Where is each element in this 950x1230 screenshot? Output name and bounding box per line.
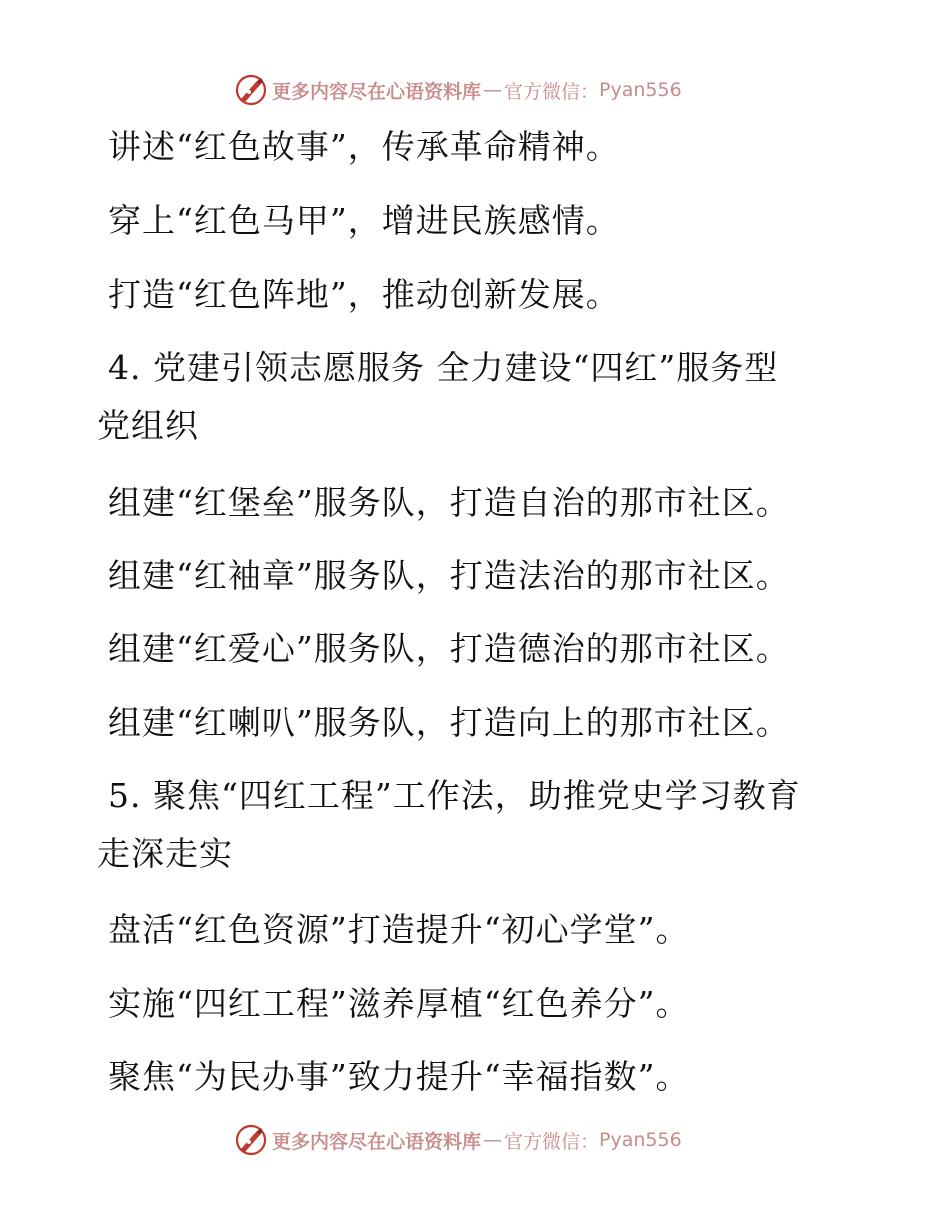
section-heading-cont: 党组织 — [97, 406, 199, 445]
text-line: 组建“红喇叭”服务队，打造向上的那市社区。 — [108, 703, 790, 742]
text-line: 组建“红袖章”服务队，打造法治的那市社区。 — [108, 556, 790, 595]
section-heading: 5. 聚焦“四红工程”工作法，助推党史学习教育 — [108, 776, 801, 815]
watermark-text: 更多内容尽在心语资料库 — [272, 1130, 482, 1153]
pen-logo-icon — [234, 1123, 268, 1157]
watermark-official: 官方微信： — [504, 1130, 600, 1153]
text-line: 打造“红色阵地”，推动创新发展。 — [108, 275, 620, 314]
watermark-banner-top — [234, 72, 714, 108]
text-line: 组建“红爱心”服务队，打造德治的那市社区。 — [108, 629, 790, 668]
text-line: 盘活“红色资源”打造提升“初心学堂”。 — [108, 910, 690, 949]
text-line: 实施“四红工程”滋养厚植“红色养分”。 — [108, 984, 690, 1023]
watermark-official: 官方微信： — [504, 80, 600, 103]
text-line: 讲述“红色故事”，传承革命精神。 — [108, 127, 620, 166]
watermark-dash: — — [483, 1129, 503, 1151]
watermark-id: Pyan556 — [599, 79, 682, 101]
section-heading-cont: 走深走实 — [97, 834, 233, 873]
text-line: 组建“红堡垒”服务队，打造自治的那市社区。 — [108, 483, 790, 522]
watermark-text: 更多内容尽在心语资料库 — [272, 80, 482, 103]
watermark-id: Pyan556 — [599, 1129, 682, 1151]
watermark-dash: — — [483, 79, 503, 101]
text-line: 聚焦“为民办事”致力提升“幸福指数”。 — [108, 1057, 690, 1096]
pen-logo-icon — [234, 73, 268, 107]
text-line: 穿上“红色马甲”，增进民族感情。 — [108, 201, 620, 240]
section-heading: 4. 党建引领志愿服务 全力建设“四红”服务型 — [108, 348, 779, 387]
watermark-banner-bottom — [234, 1122, 714, 1158]
